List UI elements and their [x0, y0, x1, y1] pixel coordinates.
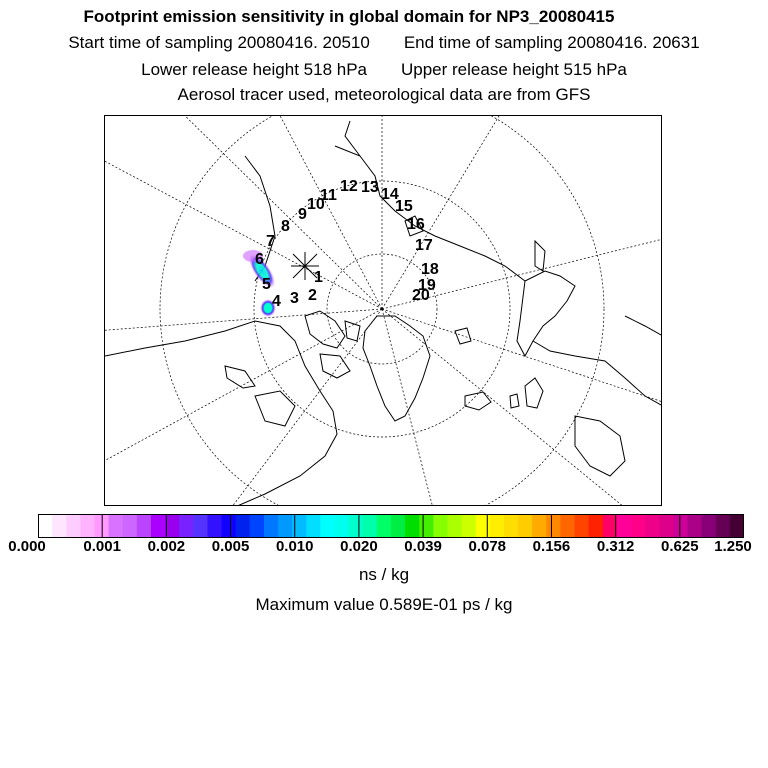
colorbar-swatch [66, 514, 81, 538]
colorbar-swatch [419, 514, 434, 538]
colorbar-swatch [532, 514, 547, 538]
colorbar-swatch [320, 514, 335, 538]
colorbar-swatch [137, 514, 152, 538]
traj-label-12: 12 [340, 178, 358, 195]
traj-label-2: 2 [308, 287, 317, 304]
colorbar [38, 514, 744, 538]
colorbar-swatch [447, 514, 462, 538]
colorbar-tick-label: 0.002 [147, 538, 186, 555]
colorbar-swatch [193, 514, 208, 538]
colorbar-swatch [123, 514, 138, 538]
colorbar-swatch [278, 514, 293, 538]
colorbar-swatch [349, 514, 364, 538]
meridians [105, 116, 662, 506]
traj-label-6: 6 [255, 251, 264, 268]
colorbar-tick-label: 0.078 [468, 538, 507, 555]
sampling-times [0, 33, 768, 53]
traj-label-16: 16 [407, 216, 425, 233]
traj-label-4: 4 [272, 293, 281, 310]
colorbar-tick-label: 0.039 [404, 538, 442, 555]
colorbar-tick-label: 0.000 [8, 538, 46, 555]
traj-label-7: 7 [266, 233, 275, 250]
colorbar-tick-label: 0.010 [275, 538, 314, 555]
colorbar-swatch [631, 514, 646, 538]
latitude-circles [160, 116, 604, 506]
traj-label-11: 11 [320, 187, 337, 204]
colorbar-swatch [504, 514, 519, 538]
colorbar-swatch [688, 514, 703, 538]
figure-title: Footprint emission sensitivity in global domain for NP3_20080415 [83, 7, 615, 26]
colorbar-swatch [236, 514, 251, 538]
colorbar-tick-label: 1.250 [714, 538, 752, 555]
colorbar-swatch [363, 514, 378, 538]
footprint-map [104, 115, 662, 506]
colorbar-swatch [391, 514, 406, 538]
colorbar-canvas [38, 514, 744, 538]
colorbar-swatch [659, 514, 674, 538]
colorbar-swatch [250, 514, 265, 538]
colorbar-swatch [546, 514, 561, 538]
colorbar-swatch [617, 514, 632, 538]
colorbar-swatch [490, 514, 505, 538]
colorbar-tick-label: 0.312 [596, 538, 635, 555]
trajectory-labels [255, 178, 439, 310]
colorbar-swatch [716, 514, 731, 538]
colorbar-swatch [207, 514, 222, 538]
colorbar-swatch [335, 514, 350, 538]
lower-release-height: Lower release height 518 hPa [141, 60, 367, 79]
colorbar-swatch [38, 514, 53, 538]
colorbar-swatch [518, 514, 533, 538]
colorbar-swatch [109, 514, 124, 538]
colorbar-tick-label: 0.001 [83, 538, 121, 555]
colorbar-swatch [179, 514, 194, 538]
end-time: End time of sampling 20080416. 20631 [403, 33, 700, 52]
colorbar-tick-label: 0.625 [661, 538, 699, 555]
traj-label-13: 13 [361, 179, 379, 196]
colorbar-swatch [52, 514, 67, 538]
map-canvas [105, 116, 662, 506]
colorbar-tick-label: 0.156 [532, 538, 571, 555]
release-heights [0, 60, 768, 80]
colorbar-swatch [589, 514, 604, 538]
traj-label-20: 20 [412, 287, 430, 304]
traj-label-3: 3 [290, 290, 299, 307]
traj-label-1: 1 [314, 269, 323, 286]
colorbar-tick-label: 0.020 [340, 538, 378, 555]
colorbar-swatch [433, 514, 448, 538]
colorbar-swatch [306, 514, 321, 538]
colorbar-unit: ns / kg [358, 565, 410, 584]
colorbar-tick-label: 0.005 [211, 538, 250, 555]
colorbar-swatch [560, 514, 575, 538]
traj-label-10: 10 [307, 196, 325, 213]
traj-label-8: 8 [281, 218, 290, 235]
colorbar-swatch [377, 514, 392, 538]
colorbar-swatch [80, 514, 95, 538]
colorbar-swatch [462, 514, 477, 538]
colorbar-swatch [575, 514, 590, 538]
traj-label-18: 18 [421, 261, 439, 278]
traj-label-9: 9 [298, 206, 307, 223]
maximum-value: Maximum value 0.589E-01 ps / kg [255, 595, 513, 614]
colorbar-swatch [476, 514, 491, 538]
traj-label-5: 5 [262, 276, 271, 293]
colorbar-swatch [165, 514, 180, 538]
colorbar-swatch [673, 514, 688, 538]
colorbar-swatch [405, 514, 420, 538]
colorbar-swatch [702, 514, 717, 538]
traj-label-17: 17 [415, 237, 433, 254]
colorbar-swatch [730, 514, 744, 538]
colorbar-swatch [645, 514, 660, 538]
upper-release-height: Upper release height 515 hPa [401, 60, 627, 79]
traj-label-14: 14 [381, 186, 399, 203]
tracer-info: Aerosol tracer used, meteorological data are from GFS [177, 85, 591, 104]
start-time: Start time of sampling 20080416. 20510 [68, 33, 370, 52]
colorbar-swatch [222, 514, 237, 538]
traj-label-15: 15 [395, 198, 413, 215]
traj-label-19: 19 [418, 277, 436, 294]
colorbar-swatch [264, 514, 279, 538]
colorbar-swatch [151, 514, 166, 538]
